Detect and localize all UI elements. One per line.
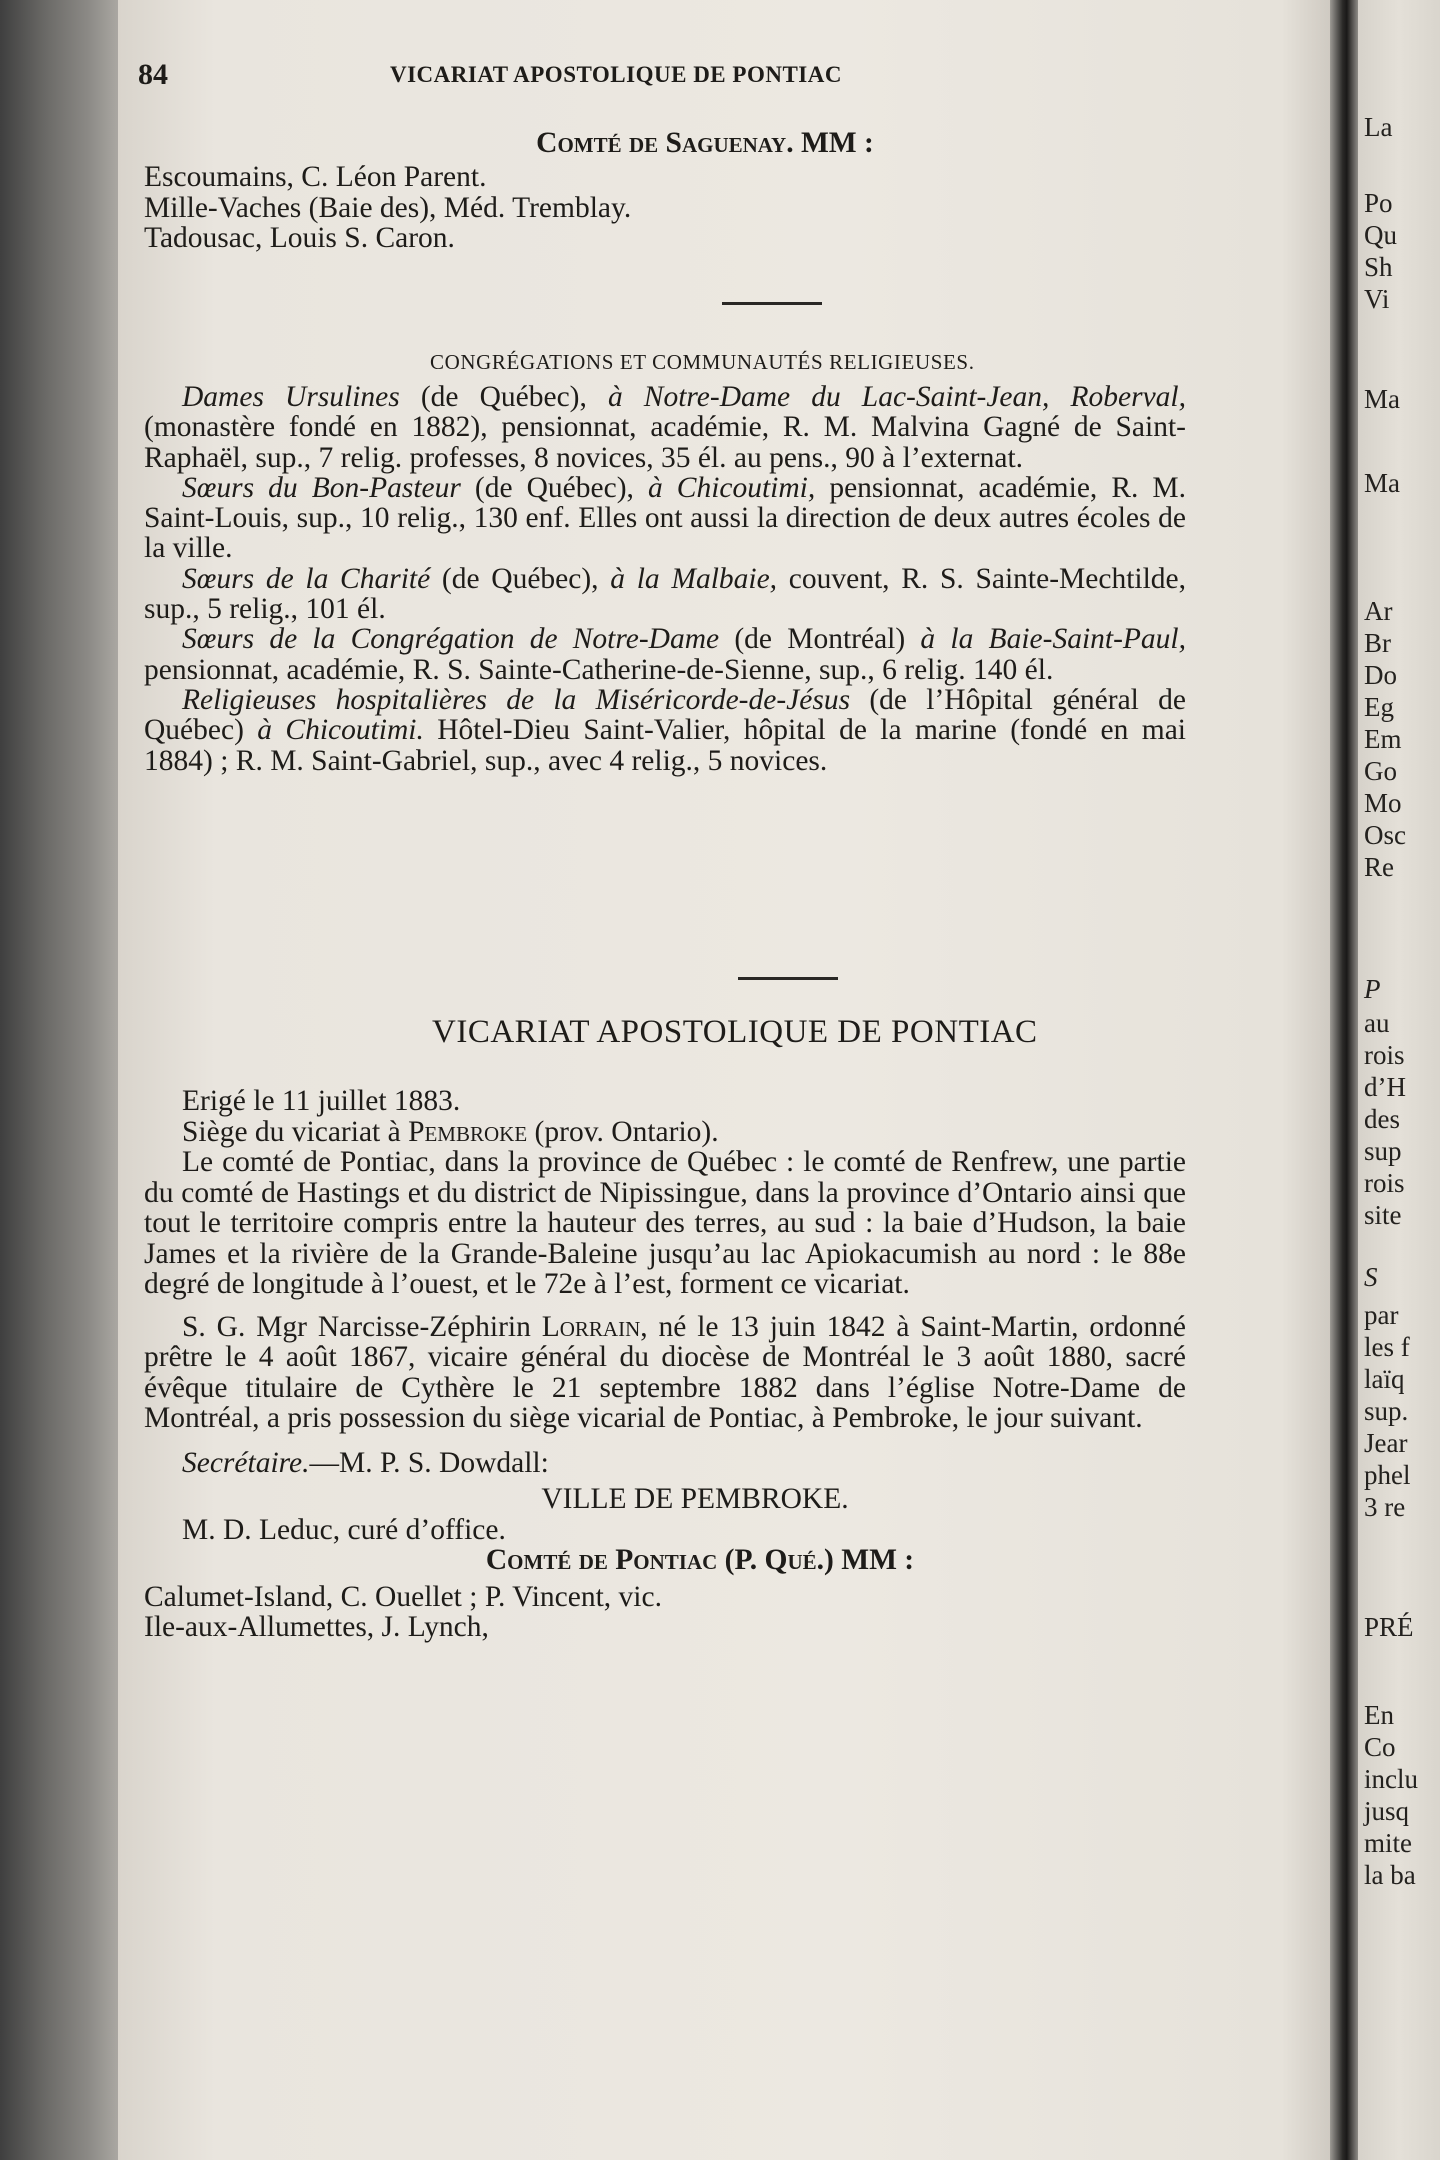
- facing-fragment: Mo: [1364, 788, 1402, 818]
- facing-fragment: Ma: [1364, 468, 1400, 498]
- saguenay-entry: Tadousac, Louis S. Caron.: [144, 221, 455, 254]
- facing-fragment: rois: [1364, 1168, 1405, 1198]
- facing-fragment: Eg: [1364, 692, 1394, 722]
- facing-fragment: Ar: [1364, 596, 1393, 626]
- facing-fragment: Sh: [1364, 252, 1393, 282]
- facing-fragment: La: [1364, 112, 1393, 142]
- vicariat-territoire: Le comté de Pontiac, dans la province de Québec : le comté de Renfrew, une partie du comté de Hastings et du district de Nipissingue, dans la province d’Ontario ainsi que tout le territoire compris entre la hauteur des terres, au sud : la baie d’Hudson, la baie James et la rivière de la Grande-Baleine jusqu’au lac Apiokacumish au nord : le 88e degré de longitude à l’ouest, et le 72e à l’est, forment ce vicariat.: [144, 1146, 1186, 1300]
- congregation-notre-dame: Sœurs de la Congrégation de Notre-Dame (de Montréal) à la Baie-Saint-Paul, pensionnat, académie, R. S. Sainte-Catherine-de-Sienne, sup., 6 relig. 140 él.: [144, 623, 1186, 686]
- facing-fragment: S: [1364, 1262, 1378, 1292]
- facing-fragment: Vi: [1364, 284, 1390, 314]
- facing-fragment: jusq: [1364, 1796, 1410, 1826]
- facing-fragment: sup.: [1364, 1396, 1409, 1426]
- facing-page: [1358, 0, 1440, 2160]
- pontiac-entry: Calumet-Island, C. Ouellet ; P. Vincent, vic.: [144, 1580, 662, 1613]
- facing-fragment: Osc: [1364, 820, 1406, 850]
- saguenay-entry: Escoumains, C. Léon Parent.: [144, 161, 487, 194]
- vicariat-eveque: S. G. Mgr Narcisse-Zéphirin Lorrain, né le 13 juin 1842 à Saint-Martin, ordonné prêtre le 4 août 1867, vicaire général du diocèse de Montréal le 3 août 1880, sacré évêque titulaire de Cythère le 21 septembre 1882 dans l’église Notre-Dame de Montréal, a pris possession du siège vicarial de Pontiac, à Pembroke, le jour suivant.: [144, 1310, 1186, 1434]
- ville-title: VILLE DE PEMBROKE.: [541, 1483, 849, 1515]
- congregation-hospitalieres: Religieuses hospitalières de la Miséricorde-de-Jésus (de l’Hôpital général de Québec) à Chicoutimi. Hôtel-Dieu Saint-Valier, hôpital de la marine (fondé en mai 1884) ; R. M. Saint-Gabriel, sup., avec 4 relig., 5 novices.: [144, 683, 1187, 777]
- facing-fragment: 3 re: [1364, 1492, 1406, 1522]
- book-page: [118, 0, 1330, 2160]
- book-binding-edge: [0, 0, 118, 2160]
- facing-fragment: par: [1364, 1300, 1399, 1330]
- facing-fragment: P: [1364, 974, 1381, 1004]
- congregation-bon-pasteur: Sœurs du Bon-Pasteur (de Québec), à Chicoutimi, pensionnat, académie, R. M. Saint-Louis, sup., 10 relig., 130 enf. Elles ont aussi la direction de deux autres écoles de la ville.: [144, 471, 1187, 565]
- facing-fragment: Jear: [1364, 1428, 1408, 1458]
- vicariat-section: [144, 1086, 1186, 1643]
- facing-fragment: Re: [1364, 852, 1394, 882]
- facing-fragment: En: [1364, 1700, 1394, 1730]
- facing-fragment: Go: [1364, 756, 1397, 786]
- running-head: VICARIAT APOSTOLIQUE DE PONTIAC: [390, 62, 842, 87]
- congregations-section: [144, 382, 1186, 776]
- facing-fragment: PRÉ: [1364, 1612, 1414, 1642]
- facing-fragment: site: [1364, 1200, 1402, 1230]
- facing-fragment: les f: [1364, 1332, 1410, 1362]
- facing-fragment: des: [1364, 1104, 1400, 1134]
- congregation-ursulines: Dames Ursulines (de Québec), à Notre-Dame du Lac-Saint-Jean, Roberval, (monastère fondé en 1882), pensionnat, académie, R. M. Malvina Gagné de Saint-Raphaël, sup., 7 relig. professes, 8 novices, 35 él. au pens., 90 à l’externat.: [144, 381, 1186, 474]
- saguenay-heading: Comté de Saguenay. MM :: [536, 127, 874, 159]
- facing-fragment: Qu: [1364, 220, 1397, 250]
- facing-fragment: la ba: [1364, 1860, 1416, 1890]
- section-rule: [722, 302, 822, 305]
- saguenay-section: [144, 128, 1186, 253]
- facing-fragment: Em: [1364, 724, 1402, 754]
- facing-fragment: laïq: [1364, 1364, 1405, 1394]
- ville-cure: M. D. Leduc, curé d’office.: [182, 1513, 506, 1546]
- facing-fragment: Po: [1364, 188, 1393, 218]
- vicariat-secretaire: Secrétaire.—M. P. S. Dowdall:: [182, 1446, 549, 1479]
- pontiac-heading: Comté de Pontiac (P. Qué.) MM :: [485, 1544, 915, 1576]
- pontiac-entry: Ile-aux-Allumettes, J. Lynch,: [144, 1611, 489, 1643]
- facing-fragment: Br: [1364, 628, 1391, 658]
- section-rule: [738, 977, 838, 980]
- facing-fragment: Do: [1364, 660, 1397, 690]
- vicariat-title: VICARIAT APOSTOLIQUE DE PONTIAC: [432, 1014, 1038, 1050]
- vicariat-siege: Siège du vicariat à Pembroke (prov. Ontario).: [182, 1115, 719, 1148]
- book-gutter: [1330, 0, 1358, 2160]
- saguenay-entry: Mille-Vaches (Baie des), Méd. Tremblay.: [144, 191, 632, 224]
- congregations-heading: CONGRÉGATIONS ET COMMUNAUTÉS RELIGIEUSES.: [430, 350, 975, 374]
- vicariat-erige: Erigé le 11 juillet 1883.: [182, 1085, 461, 1117]
- facing-fragment: inclu: [1364, 1764, 1418, 1794]
- facing-fragment: Co: [1364, 1732, 1396, 1762]
- facing-fragment: rois: [1364, 1040, 1405, 1070]
- congregation-charite: Sœurs de la Charité (de Québec), à la Malbaie, couvent, R. S. Sainte-Mechtilde, sup., 5 relig., 101 él.: [144, 562, 1187, 626]
- facing-fragment: mite: [1364, 1828, 1412, 1858]
- page-number: 84: [138, 58, 168, 91]
- facing-fragment: phel: [1364, 1460, 1411, 1490]
- facing-fragment: sup: [1364, 1136, 1402, 1166]
- facing-fragment: Ma: [1364, 384, 1400, 414]
- facing-fragment: au: [1364, 1008, 1390, 1038]
- facing-fragment: d’H: [1364, 1072, 1406, 1102]
